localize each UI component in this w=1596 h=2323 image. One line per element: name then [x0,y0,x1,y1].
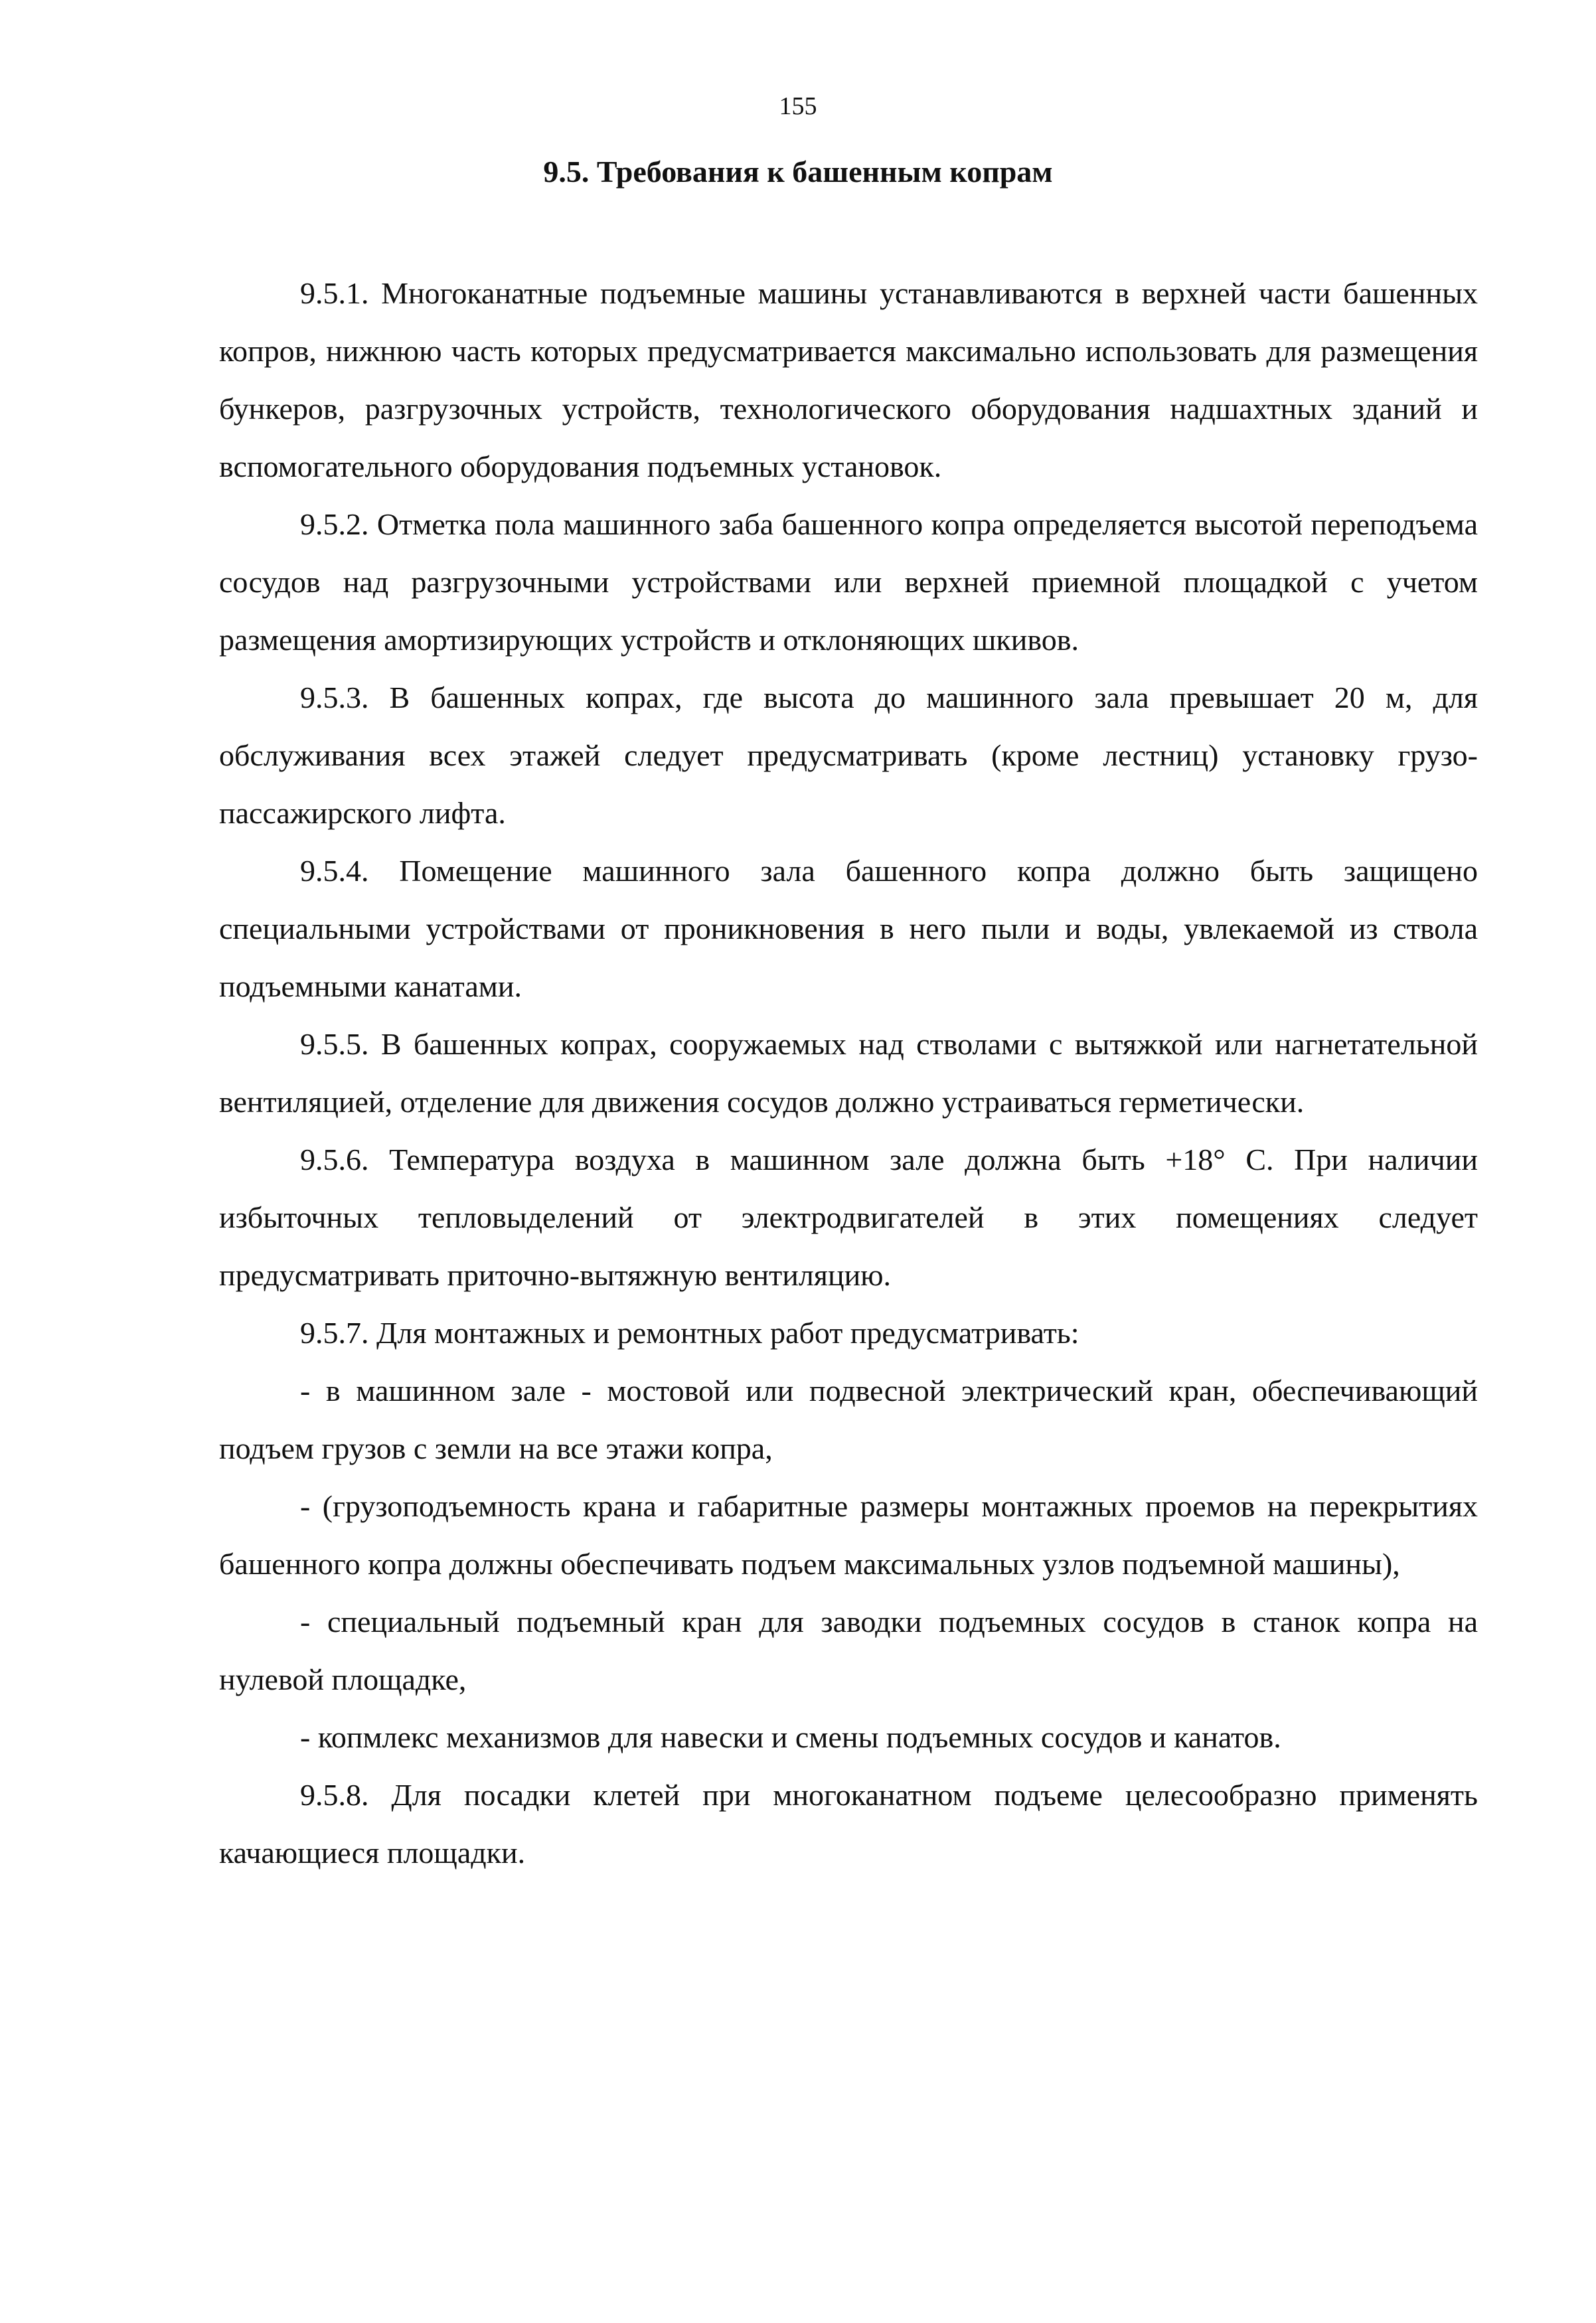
list-item-special-crane: - специальный подъемный кран для заводки подъемных сосудов в станок копра на нулевой площадке, [219,1605,1478,1696]
body-text [219,264,1478,1882]
paragraph-9-5-8: 9.5.8. Для посадки клетей при многоканатном подъеме целесообразно применять качающиеся площадки. [219,1778,1478,1870]
list-item-mechanism-complex: - копмлекс механизмов для навески и смены подъемных сосудов и канатов. [300,1720,1281,1754]
paragraph-9-5-6: 9.5.6. Температура воздуха в машинном зале должна быть +18° С. При наличии избыточных тепловыделений от электродвигателей в этих помещениях следует предусматривать приточно-вытяжную вентиляцию. [219,1143,1478,1292]
list-item-machine-hall-crane: - в машинном зале - мостовой или подвесной электрический кран, обеспечивающий подъем грузов с земли на все этажи копра, [219,1374,1478,1465]
list-item-crane-capacity: - (грузоподъемность крана и габаритные размеры монтажных проемов на перекрытиях башенного копра должны обеспечивать подъем максимальных узлов подъемной машины), [219,1489,1478,1581]
paragraph-9-5-2: 9.5.2. Отметка пола машинного заба башенного копра определяется высотой переподъема сосудов над разгрузочными устройствами или верхней приемной площадкой с учетом размещения амортизирующих устройств и отклоняющих шкивов. [219,507,1478,657]
paragraph-9-5-4: 9.5.4. Помещение машинного зала башенного копра должно быть защищено специальными устройствами от проникновения в него пыли и воды, увлекаемой из ствола подъемными канатами. [219,854,1478,1003]
paragraph-9-5-5: 9.5.5. В башенных копрах, сооружаемых над стволами с вытяжкой или нагнетательной вентиляцией, отделение для движения сосудов должно устраиваться герметически. [219,1027,1478,1119]
section-title: 9.5. Требования к башенным копрам [543,155,1053,189]
paragraph-9-5-3: 9.5.3. В башенных копрах, где высота до машинного зала превышает 20 м, для обслуживания всех этажей следует предусматривать (кроме лестниц) установку грузо-пассажирского лифта. [219,681,1478,830]
paragraph-9-5-1: 9.5.1. Многоканатные подъемные машины устанавливаются в верхней части башенных копров, нижнюю часть которых предусматривается максимально использовать для размещения бункеров, разгрузочных устройств, технологического оборудования надшахтных зданий и вспомогательного оборудования подъемных установок. [219,276,1478,483]
page-number: 155 [779,92,817,120]
paragraph-9-5-7: 9.5.7. Для монтажных и ремонтных работ предусматривать: [300,1316,1079,1350]
